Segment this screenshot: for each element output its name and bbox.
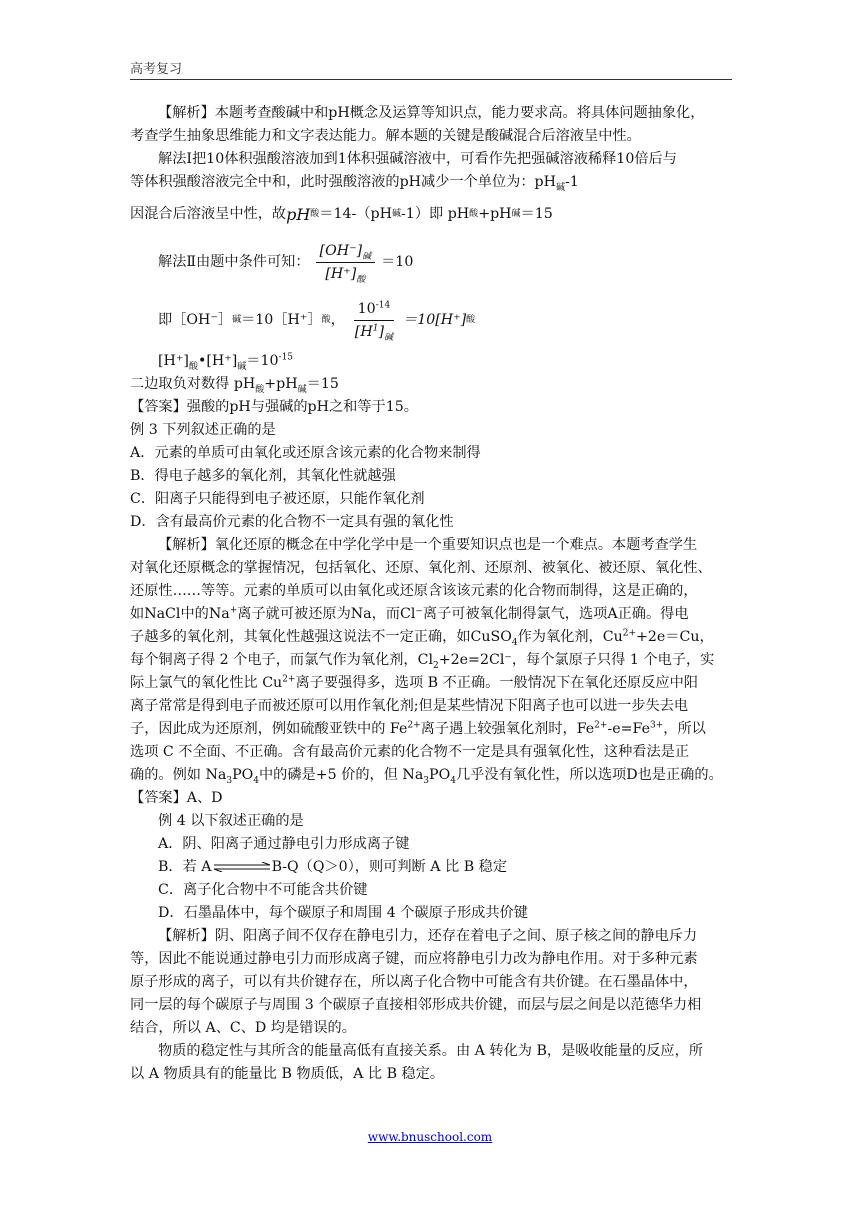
option-b: B．若 A B-Q（Q＞0），则可判断 A 比 B 稳定: [158, 859, 508, 875]
text-line: 【解析】本题考查酸碱中和pH概念及运算等知识点，能力要求高。将具体问题抽象化，: [158, 105, 705, 121]
answer-line: 【答案】强酸的pH与强碱的pH之和等于15。: [130, 399, 418, 415]
text-line: $[H^+]_酸•[H^+]_碱=10^{-15}$: [158, 352, 294, 372]
question-title: 例 4 以下叙述正确的是: [158, 813, 304, 829]
text-line: 【解析】氧化还原的概念在中学化学中是一个重要知识点也是一个难点。本题考查学生: [158, 537, 698, 553]
text-line: 因混合后溶液呈中性，故 pH 酸 ＝14-（pH 碱 -1）即 pH 酸 +pH 碱 ＝15: [130, 204, 553, 224]
document-body: [130, 102, 732, 1086]
equation-line: 即［OH⁻］ 碱 ＝10［H⁺］ 酸 ， $\frac{10^{-14}}{[H^1]_碱}$ ＝10[H⁺] 酸: [158, 299, 476, 343]
text-line: 还原性……等等。元素的单质可以由氧化或还原含该该元素的化合物而制得，这是正确的，: [130, 583, 698, 599]
text-line: 每个铜离子得 2 个电子，而氯气作为氧化剂，$Cl_2+2e=2Cl^-$，每个氯原子只得 1 个电子，实: [130, 652, 715, 671]
text-line: 确的。例如 $Na_3PO_4$中的磷是+5 价的，但 $Na_3PO_4$几乎没有氧化性，所以选项D也是正确的。: [130, 767, 723, 786]
option-a: A．元素的单质可由氧化或还原含该元素的化合物来制得: [130, 445, 481, 461]
text-line: 子，因此成为还原剂，例如硫酸亚铁中的 $Fe^{2+}$离子遇上较强氧化剂时，$Fe^{2+}-e=Fe^{3+}$，所以: [130, 720, 706, 737]
option-d: D．石墨晶体中，每个碳原子和周围 4 个碳原子形成共价键: [158, 905, 528, 921]
question-title: 例 3 下列叙述正确的是: [130, 422, 276, 438]
text-line: 原子形成的离子，可以有共价键存在，所以离子化合物中可能含有共价键。在石墨晶体中，: [130, 974, 698, 990]
equation-line: 解法Ⅱ由题中条件可知： $\frac{[OH^-]_碱}{[H^+]_酸}$ ＝10: [158, 242, 414, 285]
option-c: C．离子化合物中不可能含共价键: [158, 882, 368, 898]
text-line: 以 A 物质具有的能量比 B 物质低，A 比 B 稳定。: [130, 1066, 445, 1082]
text-line: 结合，所以 A、C、D 均是错误的。: [130, 1020, 356, 1036]
option-c: C．阳离子只能得到电子被还原，只能作氧化剂: [130, 491, 425, 507]
option-a: A．阴、阳离子通过静电引力形成离子键: [158, 836, 410, 852]
text-line: 考查学生抽象思维能力和文字表达能力。解本题的关键是酸碱混合后溶液呈中性。: [130, 128, 641, 144]
text-line: 等体积强酸溶液完全中和，此时强酸溶液的pH减少一个单位为：$pH_碱-1$: [130, 174, 579, 193]
text-line: 选项 C 不全面、不正确。含有最高价元素的化合物不一定是具有强氧化性，这种看法是正: [130, 744, 690, 760]
fraction: $\frac{[OH^-]_碱}{[H^+]_酸}$: [316, 242, 376, 283]
fraction: $\frac{10^{-14}}{[H^1]_碱}$: [354, 299, 393, 343]
text-line: 对氧化还原概念的掌握情况，包括氧化、还原、氧化剂、还原剂、被氧化、被还原、氧化性、: [130, 560, 712, 576]
option-b: B．得电子越多的氧化剂，其氧化性就越强: [130, 468, 396, 484]
text-line: 如NaCl中的Na+离子就可被还原为Na，而Cl⁻离子可被氧化制得氯气，选项A正确。得电: [130, 605, 689, 622]
text-line: 等，因此不能说通过静电引力而形成离子键，而应将静电引力改为静电作用。对于多种元素: [130, 951, 698, 967]
text-line: 同一层的每个碳原子与周围 3 个碳原子直接相邻形成共价键，而层与层之间是以范德华力相: [130, 997, 702, 1013]
footer-link[interactable]: www.bnuschool.com: [367, 1130, 493, 1144]
text-line: 子越多的氧化剂，其氧化性越强这说法不一定正确，如CuSO$_4$作为氧化剂，$Cu^{2+}+2e=Cu$，: [130, 628, 714, 648]
option-d: D．含有最高价元素的化合物不一定具有强的氧化性: [130, 514, 454, 530]
text-line: 物质的稳定性与其所含的能量高低有直接关系。由 A 转化为 B，是吸收能量的反应，所: [158, 1043, 703, 1059]
page-header: 高考复习: [130, 62, 183, 77]
text-line: 离子常常是得到电子而被还原可以用作氧化剂;但是某些情况下阳离子也可以进一步失去电: [130, 698, 689, 714]
text-line: 解法Ⅰ把10体积强酸溶液加到1体积强碱溶液中，可看作先把强碱溶液稀释10倍后与: [158, 151, 677, 167]
equilibrium-arrow-icon: [212, 862, 272, 872]
header-rule: [130, 79, 732, 80]
text-line: 二边取负对数得 $pH_酸+pH_碱=15$: [130, 376, 339, 395]
text-line: 际上氯气的氧化性比 $Cu^{2+}$离子要强得多，选项 B 不正确。一般情况下在氧化还原反应中阳: [130, 674, 698, 691]
answer-line: 【答案】A、D: [130, 790, 223, 806]
text-line: 【解析】阴、阳离子间不仅存在静电引力，还存在着电子之间、原子核之间的静电斥力: [158, 928, 698, 944]
